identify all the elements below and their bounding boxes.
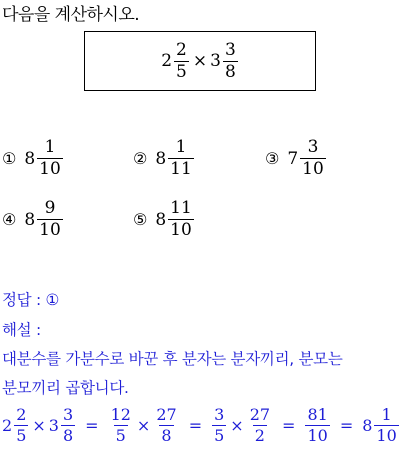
choice-number-5: ⑤	[133, 210, 148, 229]
denominator: 5	[176, 61, 187, 82]
multiply-operator: ×	[192, 51, 208, 71]
choice-number-3: ③	[265, 149, 280, 168]
explanation-label: 해설 :	[2, 321, 41, 339]
whole-part: 3	[48, 416, 59, 435]
equals-sign: =	[339, 416, 354, 435]
denominator: 5	[16, 426, 27, 445]
choice-number-4: ④	[2, 210, 17, 229]
fraction	[212, 407, 226, 444]
whole-part: 8	[362, 416, 373, 435]
numerator: 3	[224, 39, 236, 60]
fraction	[61, 407, 75, 444]
eq-mixed-b	[49, 407, 76, 444]
problem-mixed-number-a	[161, 39, 190, 82]
choice-3[interactable]	[265, 139, 327, 178]
instruction-text: 다음을 계산하시오.	[2, 5, 140, 25]
numerator: 81	[307, 405, 328, 424]
whole-part: 8	[24, 209, 36, 230]
denominator: 10	[376, 426, 397, 445]
eq-mixed-a	[2, 407, 29, 444]
explanation-line-2: 분모끼리 곱합니다.	[2, 379, 129, 397]
choice-value	[287, 139, 326, 178]
fraction	[14, 407, 28, 444]
choice-2[interactable]	[133, 139, 195, 178]
whole-part: 8	[155, 148, 167, 169]
denominator: 10	[170, 220, 192, 240]
numerator: 3	[307, 137, 319, 157]
numerator: 12	[110, 405, 131, 424]
fraction	[37, 200, 63, 239]
choice-value	[24, 200, 63, 239]
choice-1[interactable]	[2, 139, 64, 178]
numerator: 1	[175, 137, 187, 157]
whole-part: 3	[210, 51, 221, 71]
answer-label: 정답 : ①	[2, 291, 60, 309]
eq-result	[362, 407, 400, 444]
denominator: 8	[224, 61, 236, 82]
equals-sign: =	[85, 416, 99, 435]
multiply-operator: ×	[230, 416, 244, 435]
fraction	[154, 407, 178, 444]
fraction	[168, 139, 194, 178]
whole-part: 7	[287, 148, 299, 169]
explanation-line-1: 대분수를 가분수로 바꾼 후 분자는 분자끼리, 분모는	[2, 350, 343, 368]
denominator: 8	[161, 426, 172, 445]
problem-box	[84, 31, 316, 91]
numerator: 2	[16, 405, 27, 424]
equals-sign: =	[188, 416, 203, 435]
numerator: 27	[249, 405, 271, 424]
multiply-operator: ×	[136, 416, 151, 435]
fraction	[248, 407, 272, 444]
whole-part: 8	[24, 148, 36, 169]
choice-number-1: ①	[2, 149, 17, 168]
multiply-operator: ×	[32, 416, 46, 435]
whole-part: 2	[2, 416, 13, 435]
solution-equation	[2, 407, 400, 444]
numerator: 3	[62, 405, 74, 424]
fraction	[37, 139, 63, 178]
denominator: 8	[62, 426, 74, 445]
choice-5[interactable]	[133, 200, 195, 239]
equals-sign: =	[282, 416, 296, 435]
whole-part: 2	[161, 51, 173, 71]
choice-value	[155, 139, 194, 178]
numerator: 11	[170, 198, 192, 218]
choice-value	[155, 200, 194, 239]
numerator: 27	[156, 405, 177, 424]
whole-part: 8	[155, 209, 167, 230]
choice-number-2: ②	[133, 149, 148, 168]
denominator: 10	[307, 426, 328, 445]
fraction	[374, 407, 398, 444]
choice-4[interactable]	[2, 200, 64, 239]
denominator: 10	[39, 220, 61, 240]
fraction	[168, 200, 194, 239]
denominator: 2	[254, 426, 265, 445]
numerator: 3	[214, 405, 225, 424]
fraction	[223, 39, 238, 82]
numerator: 2	[176, 39, 187, 60]
denominator: 5	[214, 426, 225, 445]
problem-mixed-number-b	[210, 39, 239, 82]
fraction	[109, 407, 133, 444]
fraction	[174, 39, 189, 82]
denominator: 10	[39, 159, 61, 179]
fraction	[300, 139, 326, 178]
denominator: 10	[302, 159, 324, 179]
fraction	[305, 407, 329, 444]
choice-value	[24, 139, 63, 178]
denominator: 5	[115, 426, 126, 445]
numerator: 1	[44, 137, 56, 157]
numerator: 1	[381, 405, 392, 424]
denominator: 11	[170, 159, 192, 179]
numerator: 9	[44, 198, 56, 218]
